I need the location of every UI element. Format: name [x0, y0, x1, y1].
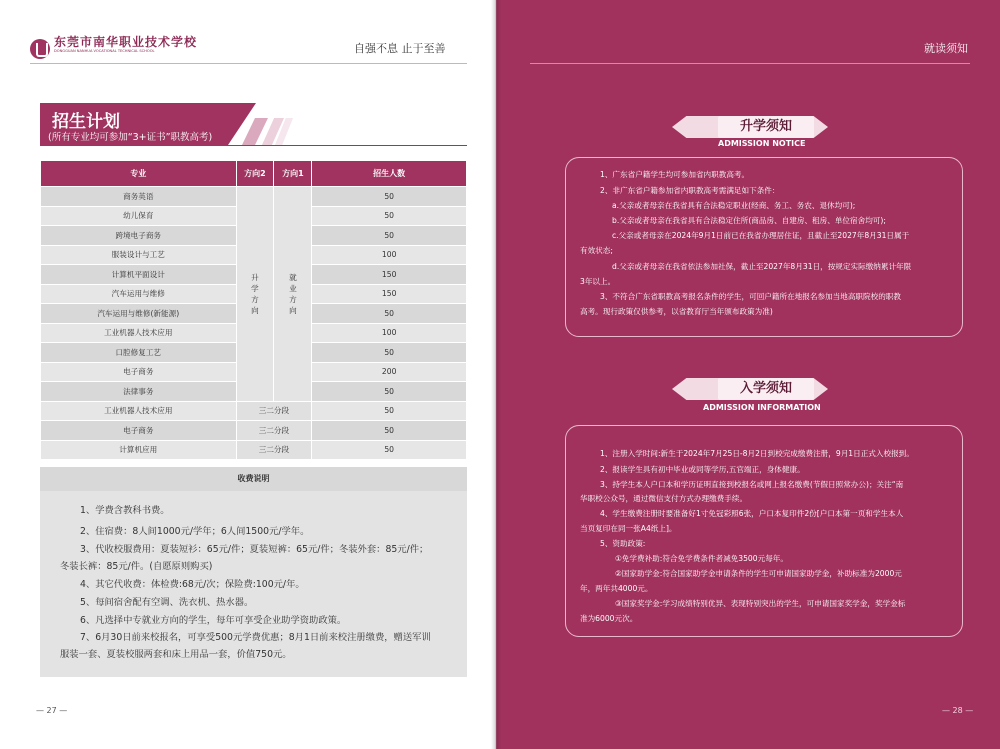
- table-row: [41, 401, 467, 421]
- header-direction2: 方向2: [236, 161, 274, 187]
- major-cell: 汽车运用与维修(新能源): [41, 304, 237, 324]
- notice-line: c.父亲或者母亲在2024年9月1日前已在我省办理居住证，且截止至2027年8月31日属于: [612, 231, 910, 240]
- header-count: 招生人数: [312, 161, 467, 187]
- count-cell: 50: [312, 440, 467, 460]
- major-cell: 电子商务: [41, 362, 237, 382]
- fee-item: 5、每间宿舍配有空调、洗衣机、热水器。: [80, 597, 254, 608]
- header-direction1: 方向1: [274, 161, 312, 187]
- info-line: 5、资助政策:: [600, 539, 646, 548]
- page-number-right: — 28 —: [942, 706, 974, 715]
- major-cell: 服装设计与工艺: [41, 245, 237, 265]
- count-cell: 200: [312, 362, 467, 382]
- major-cell: 幼儿保育: [41, 206, 237, 226]
- page-number-left: — 27 —: [36, 706, 68, 715]
- section-subtitle: (所有专业均可参加“3+证书”职教高考): [48, 132, 213, 143]
- info-line: 年，两年共4000元。: [580, 584, 653, 593]
- logo-english-name: DONGGUAN NANHUA VOCATIONAL TECHNICAL SCHOOL: [54, 49, 155, 53]
- info-line: ②国家助学金:符合国家助学金申请条件的学生可申请国家助学金，补助标准为2000元: [615, 569, 902, 578]
- major-cell: 计算机平面设计: [41, 265, 237, 285]
- enrollment-plan-table: [40, 160, 467, 460]
- info-line: ③国家奖学金:学习成绩特别优异、表现特别突出的学生，可申请国家奖学金，奖学金标: [615, 599, 906, 608]
- major-cell: 工业机器人技术应用: [41, 323, 237, 343]
- direction2-group-cell: 升学方向: [236, 187, 274, 402]
- count-cell: 150: [312, 284, 467, 304]
- table-row: [41, 440, 467, 460]
- header-major: 专业: [41, 161, 237, 187]
- notice-line: 高考。现行政策仅供参考，以省教育厅当年颁布政策为准): [580, 307, 773, 316]
- count-cell: 50: [312, 206, 467, 226]
- fee-item: 1、学费含教科书费。: [80, 505, 170, 516]
- direction1-group-cell: 就业方向: [274, 187, 312, 402]
- notice-line: 1、广东省户籍学生均可参加省内职教高考。: [600, 170, 750, 179]
- table-header-row: [41, 161, 467, 187]
- count-cell: 50: [312, 382, 467, 402]
- count-cell: 50: [312, 226, 467, 246]
- info-line: 3、持学生本人户口本和学历证明直接到校报名或网上报名缴费(节假日照常办公)；关注“南: [600, 480, 904, 489]
- major-cell: 商务英语: [41, 187, 237, 207]
- count-cell: 50: [312, 343, 467, 363]
- table-row: [41, 187, 467, 207]
- admission-notice-title: 升学须知: [718, 116, 814, 138]
- major-cell: 计算机应用: [41, 440, 237, 460]
- notice-line: 3年以上。: [580, 277, 616, 286]
- direction-cell: 三二分段: [236, 401, 312, 421]
- count-cell: 50: [312, 401, 467, 421]
- info-line: 4、学生缴费注册时要准备好1寸免冠彩照6张，户口本复印件2份[户口本第一页和学生本人: [600, 509, 904, 518]
- right-page-header: 就读须知: [924, 42, 968, 55]
- info-line: 准为6000元次。: [580, 614, 638, 623]
- section-title: 招生计划: [52, 112, 120, 132]
- notice-line: d.父亲或者母亲在我省依法参加社保，截止至2027年8月31日，按规定实际缴纳累计年限: [612, 262, 912, 271]
- major-cell: 汽车运用与维修: [41, 284, 237, 304]
- book-spine: [491, 0, 501, 749]
- count-cell: 50: [312, 421, 467, 441]
- count-cell: 50: [312, 304, 467, 324]
- table-row: [41, 421, 467, 441]
- notice-line: 2、非广东省户籍参加省内职教高考需满足如下条件：: [600, 186, 780, 195]
- header-divider: [530, 63, 970, 64]
- major-cell: 口腔修复工艺: [41, 343, 237, 363]
- school-logo: [30, 35, 197, 59]
- logo-chinese-name: 东莞市南华职业技术学校: [54, 35, 198, 49]
- count-cell: 150: [312, 265, 467, 285]
- notice-line: 3、不符合广东省职教高考报名条件的学生，可回户籍所在地报名参加当地高职院校的职教: [600, 292, 901, 301]
- fee-section-title: 收费说明: [40, 467, 467, 491]
- school-emblem-icon: [30, 39, 50, 59]
- count-cell: 100: [312, 323, 467, 343]
- major-cell: 电子商务: [41, 421, 237, 441]
- school-motto: 自强不息 止于至善: [354, 42, 446, 55]
- notice-line: a.父亲或者母亲在我省具有合法稳定职业(经商、务工、务农、退休均可);: [612, 201, 856, 210]
- major-cell: 法律事务: [41, 382, 237, 402]
- fee-item: 4、其它代收费：体检费:68元/次；保险费:100元/年。: [80, 579, 305, 590]
- title-underline: [40, 145, 467, 146]
- count-cell: 100: [312, 245, 467, 265]
- count-cell: 50: [312, 187, 467, 207]
- direction-cell: 三二分段: [236, 440, 312, 460]
- fee-item: 7、6月30日前来校报名，可享受500元学费优惠；8月1日前来校注册缴费，赠送军训: [80, 632, 431, 643]
- header-divider: [30, 63, 467, 64]
- info-line: 1、注册入学时间:新生于2024年7月25日-8月2日到校完成缴费注册，9月1日正式入校报到。: [600, 449, 914, 458]
- fee-item: 6、凡选择中专就业方向的学生，每年可享受企业助学资助政策。: [80, 615, 347, 626]
- fee-item: 服装一套、夏装校服两套和床上用品一套，价值750元。: [60, 649, 292, 660]
- admission-information-title: 入学须知: [718, 378, 814, 400]
- major-cell: 跨境电子商务: [41, 226, 237, 246]
- admission-notice-subtitle: ADMISSION NOTICE: [718, 139, 806, 148]
- fee-item: 2、住宿费：8人间1000元/学年；6人间1500元/学年。: [80, 526, 310, 537]
- major-cell: 工业机器人技术应用: [41, 401, 237, 421]
- fee-item: 3、代收校服费用：夏装短衫：65元/件；夏装短裤：65元/件；冬装外套：85元/件；: [80, 544, 429, 555]
- info-line: 2、报读学生具有初中毕业或同等学历,五官端正，身体健康。: [600, 465, 805, 474]
- admission-information-subtitle: ADMISSION INFORMATION: [703, 403, 821, 412]
- info-line: 华职校公众号，通过微信支付方式办理缴费手续。: [580, 494, 748, 503]
- info-line: ①免学费补助:符合免学费条件者减免3500元每年。: [615, 554, 788, 563]
- notice-line: b.父亲或者母亲在我省具有合法稳定住所(商品房、自建房、租房、单位宿舍均可);: [612, 216, 886, 225]
- info-line: 当页复印在同一张A4纸上]。: [580, 524, 677, 533]
- notice-line: 有效状态;: [580, 246, 613, 255]
- direction-cell: 三二分段: [236, 421, 312, 441]
- fee-item: 冬装长裤：85元/件。(自愿原则购买): [60, 561, 213, 572]
